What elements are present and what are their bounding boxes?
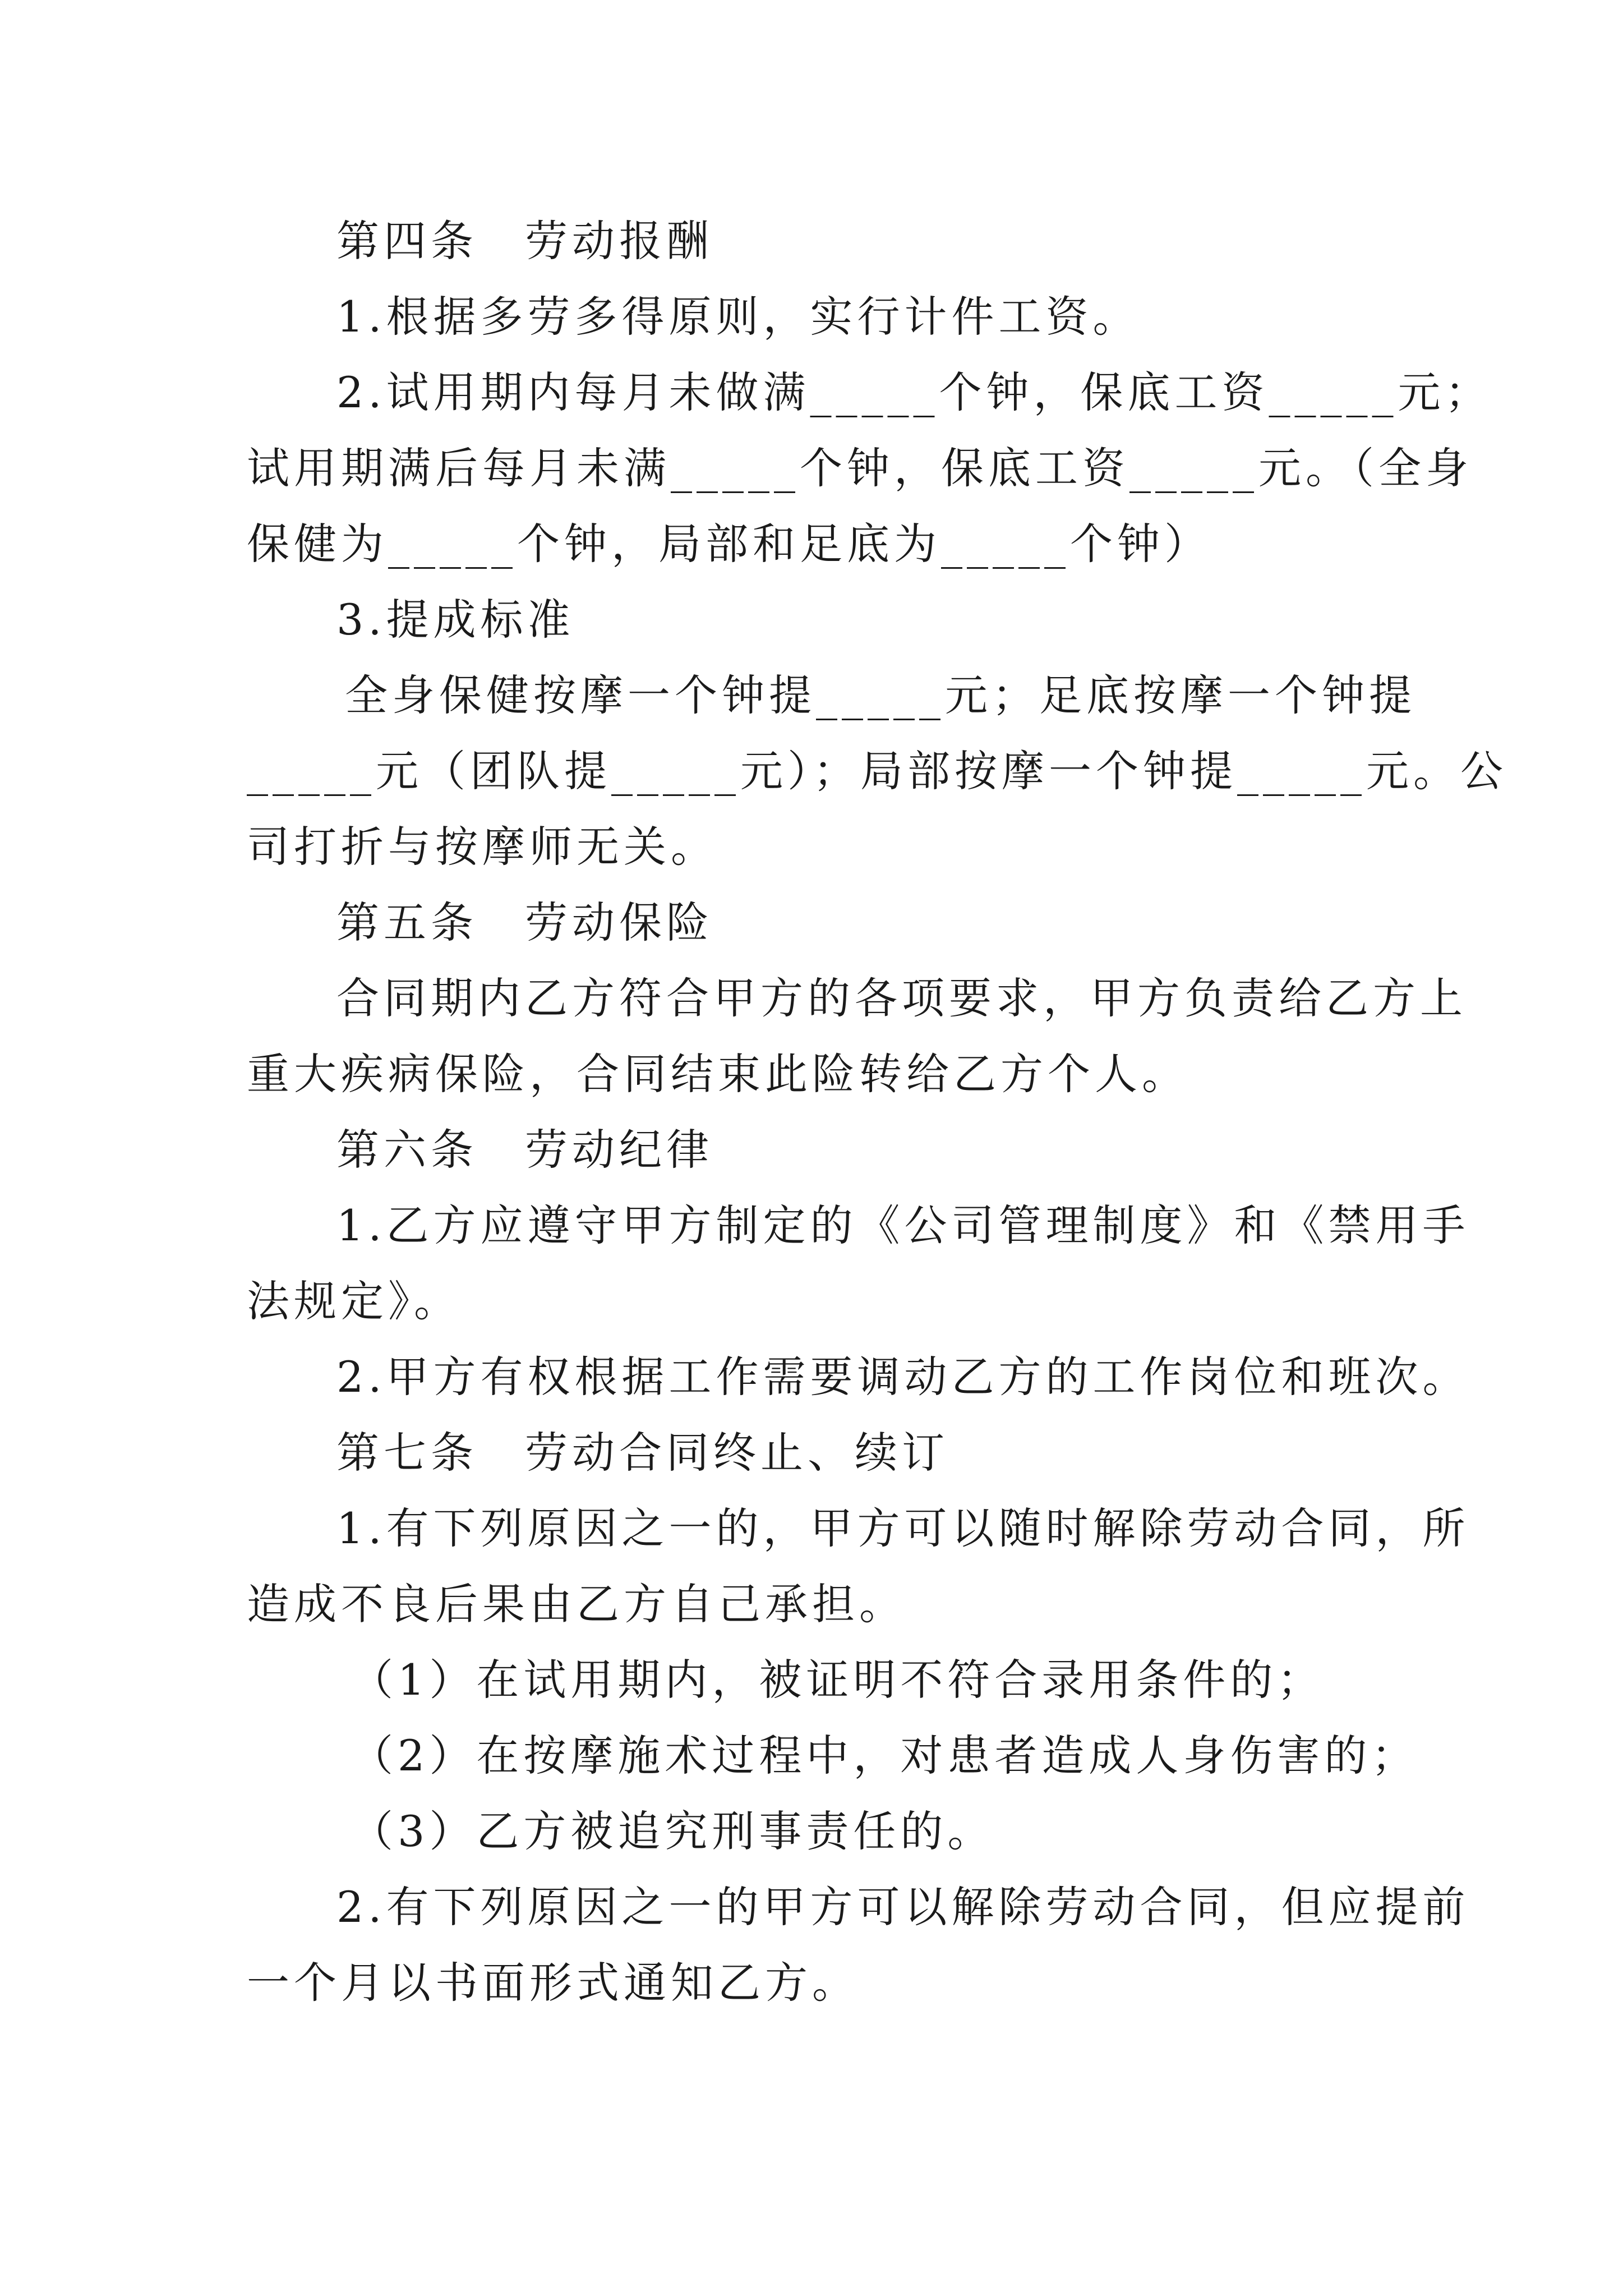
- article-7-heading: 第七条 劳动合同终止、续订: [336, 1428, 949, 1478]
- article-7-item-1-line-1: 1.有下列原因之一的，甲方可以随时解除劳动合同，所: [336, 1503, 1470, 1553]
- article-7-clause-2: （2）在按摩施术过程中，对患者造成人身伤害的；: [351, 1731, 1419, 1780]
- article-7-item-2-line-1: 2.有下列原因之一的甲方可以解除劳动合同，但应提前: [336, 1882, 1470, 1932]
- commission-line-2: _____元（团队提_____元）；局部按摩一个钟提_____元。公: [247, 746, 1507, 796]
- article-4-item-3: 3.提成标准: [336, 595, 575, 645]
- article-5-text-line-2: 重大疾病保险，合同结束此险转给乙方个人。: [247, 1049, 1189, 1099]
- article-6-item-1-line-1: 1.乙方应遵守甲方制定的《公司管理制度》和《禁用手: [336, 1200, 1470, 1250]
- commission-line-3: 司打折与按摩师无关。: [247, 822, 718, 872]
- article-6-item-1-line-2: 法规定》。: [247, 1276, 461, 1326]
- article-4-item-2-line-3: 保健为_____个钟，局部和足底为_____个钟）: [247, 519, 1211, 569]
- article-5-heading: 第五条 劳动保险: [336, 898, 713, 947]
- article-4-item-1: 1.根据多劳多得原则，实行计件工资。: [336, 292, 1140, 342]
- article-4-item-2-line-1: 2.试用期内每月未做满_____个钟，保底工资_____元；: [336, 367, 1492, 417]
- article-7-item-2-line-2: 一个月以书面形式通知乙方。: [247, 1958, 859, 2008]
- article-4-heading: 第四条 劳动报酬: [336, 216, 713, 266]
- article-5-text-line-1: 合同期内乙方符合甲方的各项要求，甲方负责给乙方上: [336, 973, 1467, 1023]
- article-7-item-1-line-2: 造成不良后果由乙方自己承担。: [247, 1579, 906, 1629]
- article-6-item-2: 2.甲方有权根据工作需要调动乙方的工作岗位和班次。: [336, 1352, 1470, 1402]
- article-6-heading: 第六条 劳动纪律: [336, 1125, 713, 1175]
- article-7-clause-3: （3）乙方被追究刑事责任的。: [351, 1806, 995, 1856]
- article-4-item-2-line-2: 试用期满后每月未满_____个钟，保底工资_____元。（全身: [247, 443, 1473, 493]
- commission-line-1: 全身保健按摩一个钟提_____元；足底按摩一个钟提: [345, 670, 1416, 720]
- article-7-clause-1: （1）在试用期内，被证明不符合录用条件的；: [351, 1655, 1325, 1705]
